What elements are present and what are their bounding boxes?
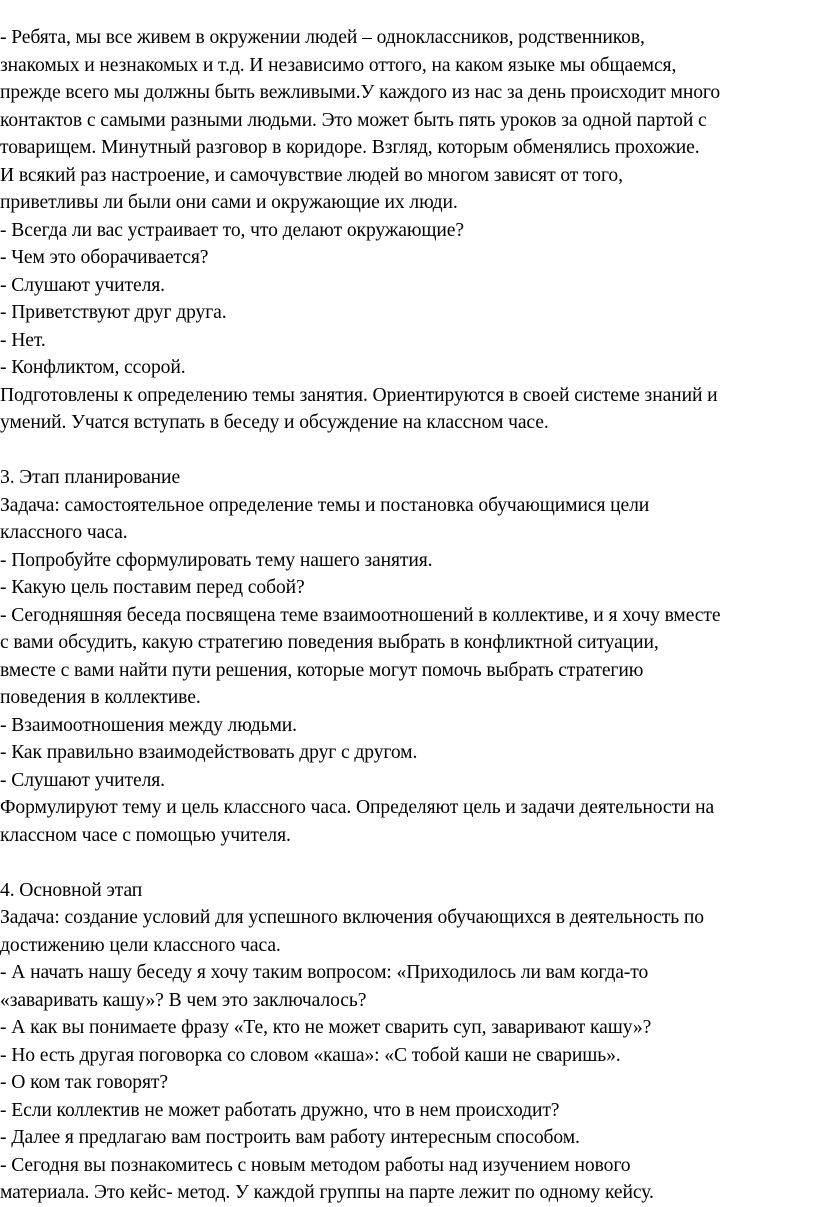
text-line: И всякий раз настроение, и самочувствие людей во многом зависят от того, — [0, 164, 623, 186]
text-line: Задача: самостоятельное определение темы и постановка обучающимися цели — [0, 494, 650, 516]
text-line: - Но есть другая поговорка со словом «каша»: «С тобой каши не сваришь». — [0, 1044, 621, 1066]
text-line: Задача: создание условий для успешного включения обучающихся в деятельность по — [0, 907, 704, 928]
text-line: - Чем это оборачивается? — [0, 247, 209, 268]
text-line: - Сегодня вы познакомитесь с новым методом работы над изучением нового — [0, 1154, 631, 1176]
text-line: - Нет. — [0, 329, 46, 351]
text-line: контактов с самыми разными людьми. Это может быть пять уроков за одной партой с — [0, 109, 707, 131]
section-heading: 3. Этап планирование — [0, 467, 181, 488]
text-line: - Попробуйте сформулировать тему нашего занятия. — [0, 549, 433, 571]
text-line: товарищем. Минутный разговор в коридоре. Взгляд, которым обменялись прохожие. — [0, 137, 700, 158]
text-line: - Взаимоотношения между людьми. — [0, 714, 297, 736]
section-heading: 4. Основной этап — [0, 879, 143, 901]
text-line: - Если коллектив не может работать дружно, что в нем происходит? — [0, 1099, 560, 1121]
text-line: - Сегодняшняя беседа посвящена теме взаимоотношений в коллективе, и я хочу вместе — [0, 604, 721, 626]
text-line: - Далее я предлагаю вам построить вам работу интересным способом. — [0, 1127, 580, 1148]
text-line: - А как вы понимаете фразу «Те, кто не может сварить суп, заваривают кашу»? — [0, 1017, 652, 1038]
text-line: приветливы ли были они сами и окружающие их люди. — [0, 192, 458, 213]
text-line: поведения в коллективе. — [0, 687, 201, 708]
paragraph-gap — [0, 437, 816, 465]
text-line: Формулируют тему и цель классного часа. Определяют цель и задачи деятельности на — [0, 797, 715, 818]
text-line: - Конфликтом, ссорой. — [0, 357, 186, 378]
text-line: - А начать нашу беседу я хочу таким вопросом: «Приходилось ли вам когда-то — [0, 962, 649, 983]
text-line: умений. Учатся вступать в беседу и обсуждение на классном часе. — [0, 412, 549, 433]
text-line: классного часа. — [0, 522, 128, 543]
text-line: достижению цели классного часа. — [0, 934, 281, 956]
text-line: - Слушают учителя. — [0, 769, 165, 791]
text-line: - О ком так говорят? — [0, 1072, 168, 1093]
text-line: прежде всего мы должны быть вежливыми.У каждого из нас за день происходит много — [0, 82, 721, 103]
text-line: знакомых и незнакомых и т.д. И независимо оттого, на каком языке мы общаемся, — [0, 54, 677, 76]
text-line: - Всегда ли вас устраивает то, что делают окружающие? — [0, 219, 464, 241]
text-line: «заваривать кашу»? В чем это заключалось? — [0, 989, 367, 1011]
text-line: с вами обсудить, какую стратегию поведения выбрать в конфликтной ситуации, — [0, 632, 659, 653]
text-line: материала. Это кейс- метод. У каждой группы на парте лежит по одному кейсу. — [0, 1182, 654, 1203]
text-line: - Приветствуют друг друга. — [0, 302, 227, 323]
text-line: - Как правильно взаимодействовать друг с другом. — [0, 742, 418, 763]
text-line: - Слушают учителя. — [0, 274, 165, 296]
text-line: - Какую цель поставим перед собой? — [0, 577, 305, 598]
text-line: вместе с вами найти пути решения, которые могут помочь выбрать стратегию — [0, 659, 644, 681]
paragraph-gap — [0, 849, 816, 877]
text-line: Подготовлены к определению темы занятия. Ориентируются в своей системе знаний и — [0, 384, 718, 406]
text-line: классном часе с помощью учителя. — [0, 824, 291, 846]
text-line: - Ребята, мы все живем в окружении людей – одноклассников, родственников, — [0, 27, 645, 48]
